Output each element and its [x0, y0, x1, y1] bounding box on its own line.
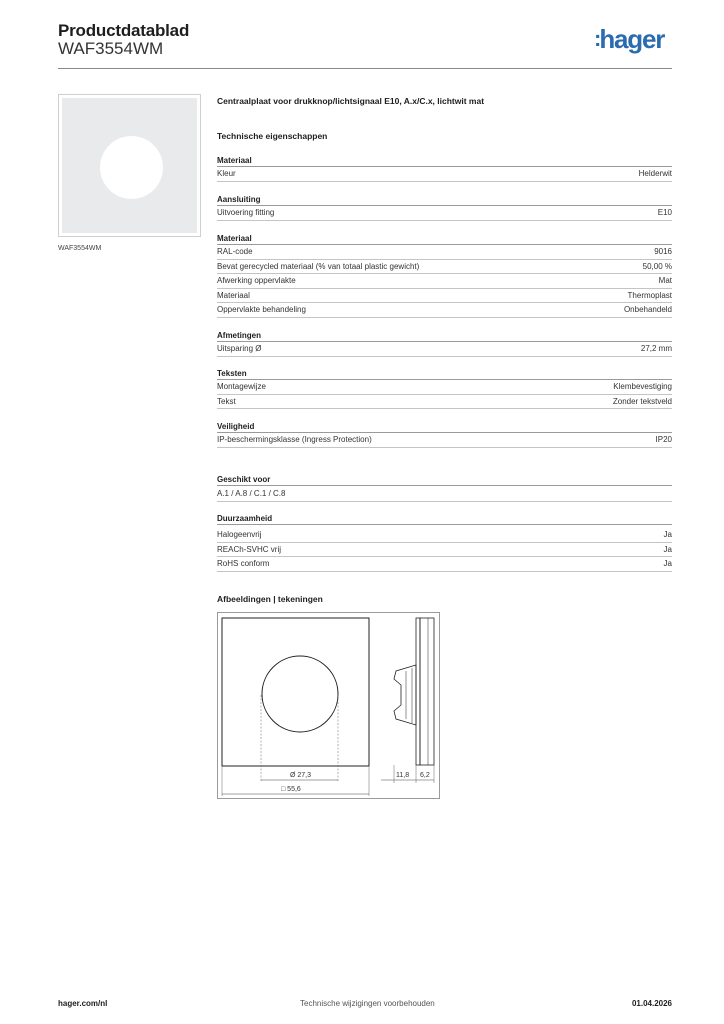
- spec-label: Uitsparing Ø: [217, 344, 262, 353]
- section-sustainability: [217, 513, 672, 572]
- spec-label: Montagewijze: [217, 382, 266, 391]
- spec-row: [217, 543, 672, 558]
- section-title: Veiligheid: [217, 421, 672, 433]
- spec-row: [217, 206, 672, 221]
- spec-row: [217, 274, 672, 289]
- spec-value: Zonder tekstveld: [612, 396, 672, 406]
- spec-label: Bevat gerecycled materiaal (% van totaal plastic gewicht): [217, 261, 420, 271]
- spec-row: [217, 260, 672, 275]
- footer-website-link[interactable]: hager.com/nl: [58, 999, 108, 1008]
- spec-value: Ja: [663, 530, 672, 539]
- section-title: Duurzaamheid: [217, 513, 672, 525]
- spec-label: Uitvoering fitting: [217, 208, 275, 217]
- product-cutout: [100, 136, 163, 199]
- spec-row: [217, 395, 672, 410]
- spec-value: Ja: [663, 544, 672, 554]
- tech-properties-heading: Technische eigenschappen: [217, 131, 328, 141]
- section-material: [217, 155, 672, 182]
- spec-row: [217, 289, 672, 304]
- dimension-diameter-label: Ø 27,3: [290, 772, 312, 779]
- spec-row: [217, 557, 672, 572]
- section-material-2: [217, 233, 672, 318]
- section-title: Aansluiting: [217, 194, 672, 206]
- side-view-body: [394, 665, 416, 725]
- footer-notice: Technische wijzigingen voorbehouden: [300, 999, 435, 1008]
- footer-date: 01.04.2026: [631, 999, 672, 1008]
- technical-drawing: [217, 612, 440, 799]
- side-view-frame: [420, 618, 434, 765]
- technical-drawing-svg: [218, 613, 441, 800]
- section-texts: [217, 368, 672, 409]
- spec-label: REACh-SVHC vrij: [217, 544, 282, 554]
- product-description: Centraalplaat voor drukknop/lichtsignaal E10, A.x/C.x, lichtwit mat: [217, 96, 485, 106]
- section-dimensions: [217, 330, 672, 357]
- spec-label: A.1 / A.8 / C.1 / C.8: [217, 489, 286, 498]
- spec-row: [217, 433, 672, 448]
- section-suitable-for: [217, 474, 672, 502]
- spec-label: Afwerking oppervlakte: [217, 276, 296, 285]
- spec-value: Onbehandeld: [623, 305, 672, 314]
- spec-label: RoHS conform: [217, 559, 270, 568]
- section-title: Materiaal: [217, 155, 672, 167]
- product-code: WAF3554WM: [58, 39, 164, 58]
- dimension-depth-2-label: 6,2: [420, 772, 430, 779]
- spec-value: 9016: [654, 247, 672, 256]
- spec-row: [217, 303, 672, 318]
- section-title: Teksten: [217, 368, 672, 380]
- spec-label: Oppervlakte behandeling: [217, 305, 306, 314]
- header-divider: [58, 68, 672, 69]
- section-safety: [217, 421, 672, 448]
- spec-label: Kleur: [217, 169, 236, 178]
- dimension-depth-1-label: 11,8: [396, 772, 410, 779]
- hager-logo: [594, 26, 664, 52]
- side-view-plate: [416, 618, 420, 765]
- dimension-square-label: □ 55,6: [281, 786, 301, 793]
- section-title: Materiaal: [217, 233, 672, 245]
- logo-mark-icon: :: [594, 26, 600, 51]
- section-title: Geschikt voor: [217, 474, 672, 486]
- spec-value: IP20: [655, 435, 672, 444]
- spec-row: [217, 342, 672, 357]
- spec-value: E10: [657, 208, 672, 217]
- spec-value: 50,00 %: [642, 261, 672, 271]
- front-view-plate: [222, 618, 369, 766]
- spec-row: [217, 245, 672, 260]
- spec-label: Tekst: [217, 396, 236, 406]
- spec-row: [217, 167, 672, 182]
- page-title: Productdatablad: [58, 21, 190, 40]
- spec-label: RAL-code: [217, 247, 253, 256]
- spec-label: Materiaal: [217, 290, 250, 300]
- section-connection: [217, 194, 672, 221]
- spec-value: Helderwit: [638, 169, 672, 178]
- front-view-cutout: [262, 656, 338, 732]
- spec-label: Halogeenvrij: [217, 530, 262, 539]
- spec-row: [217, 486, 672, 502]
- section-title: Afmetingen: [217, 330, 672, 342]
- drawings-heading: Afbeeldingen | tekeningen: [217, 594, 323, 604]
- product-image: [58, 94, 201, 237]
- spec-value: Klembevestiging: [613, 382, 672, 391]
- logo-text: hager: [599, 24, 665, 54]
- product-plate: [62, 98, 197, 233]
- spec-value: 27,2 mm: [640, 344, 672, 353]
- spec-label: IP-beschermingsklasse (Ingress Protection): [217, 435, 372, 444]
- spec-row: [217, 528, 672, 543]
- spec-value: Ja: [663, 559, 672, 568]
- spec-value: Thermoplast: [627, 290, 672, 300]
- product-image-caption: WAF3554WM: [58, 245, 102, 252]
- spec-value: Mat: [658, 276, 672, 285]
- spec-row: [217, 380, 672, 395]
